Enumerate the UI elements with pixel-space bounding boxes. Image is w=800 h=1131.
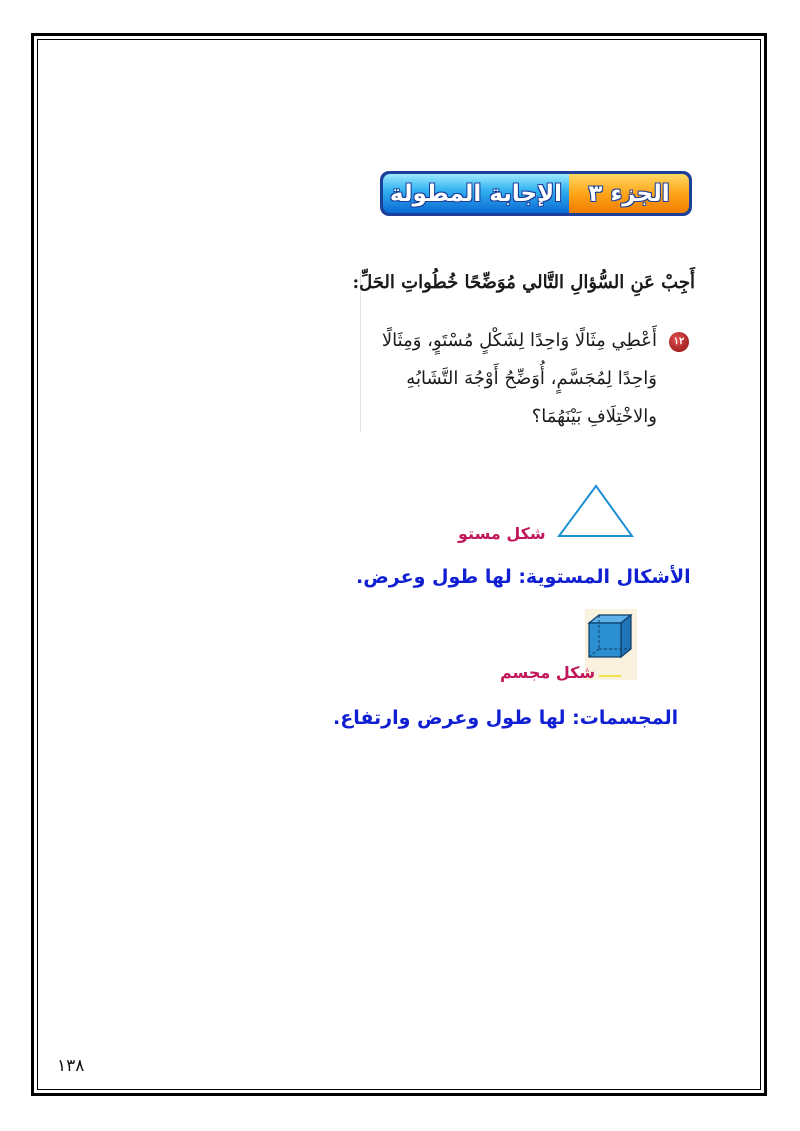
- section-part-label: الجزء ٣: [588, 180, 670, 207]
- solid-shape-description: المجسمات: لها طول وعرض وارتفاع.: [333, 707, 679, 729]
- question-instruction: أَجِبْ عَنِ السُّؤالِ التَّالي مُوَضِّحًا خُطُواتِ الحَلِّ:: [352, 272, 695, 293]
- question-line-3: والاخْتِلَافِ بَيْنَهُمَا؟: [531, 406, 657, 427]
- question-line-1: أَعْطِي مِثَالًا وَاحِدًا لِشَكْلٍ مُسْتَوٍ، وَمِثَالًا: [381, 330, 657, 351]
- triangle-icon: [555, 482, 637, 540]
- question-block: [352, 272, 695, 432]
- page-number: ١٣٨: [57, 1056, 85, 1076]
- question-line-2: وَاحِدًا لِمُجَسَّمٍ، أُوَضِّحُ أَوْجُهَ التَّشَابُهِ: [406, 368, 657, 389]
- banner-title-panel: [383, 174, 569, 213]
- section-title: الإجابة المطولة: [389, 180, 563, 207]
- solid-shape-label: شكل مجسم: [500, 663, 596, 682]
- flat-shape-label: شكل مستو: [458, 524, 546, 543]
- section-banner: [380, 171, 692, 216]
- flat-shape-description: الأشكال المستوية: لها طول وعرض.: [356, 566, 691, 588]
- question-number-badge: ١٢: [669, 332, 689, 352]
- banner-part-panel: [569, 174, 689, 213]
